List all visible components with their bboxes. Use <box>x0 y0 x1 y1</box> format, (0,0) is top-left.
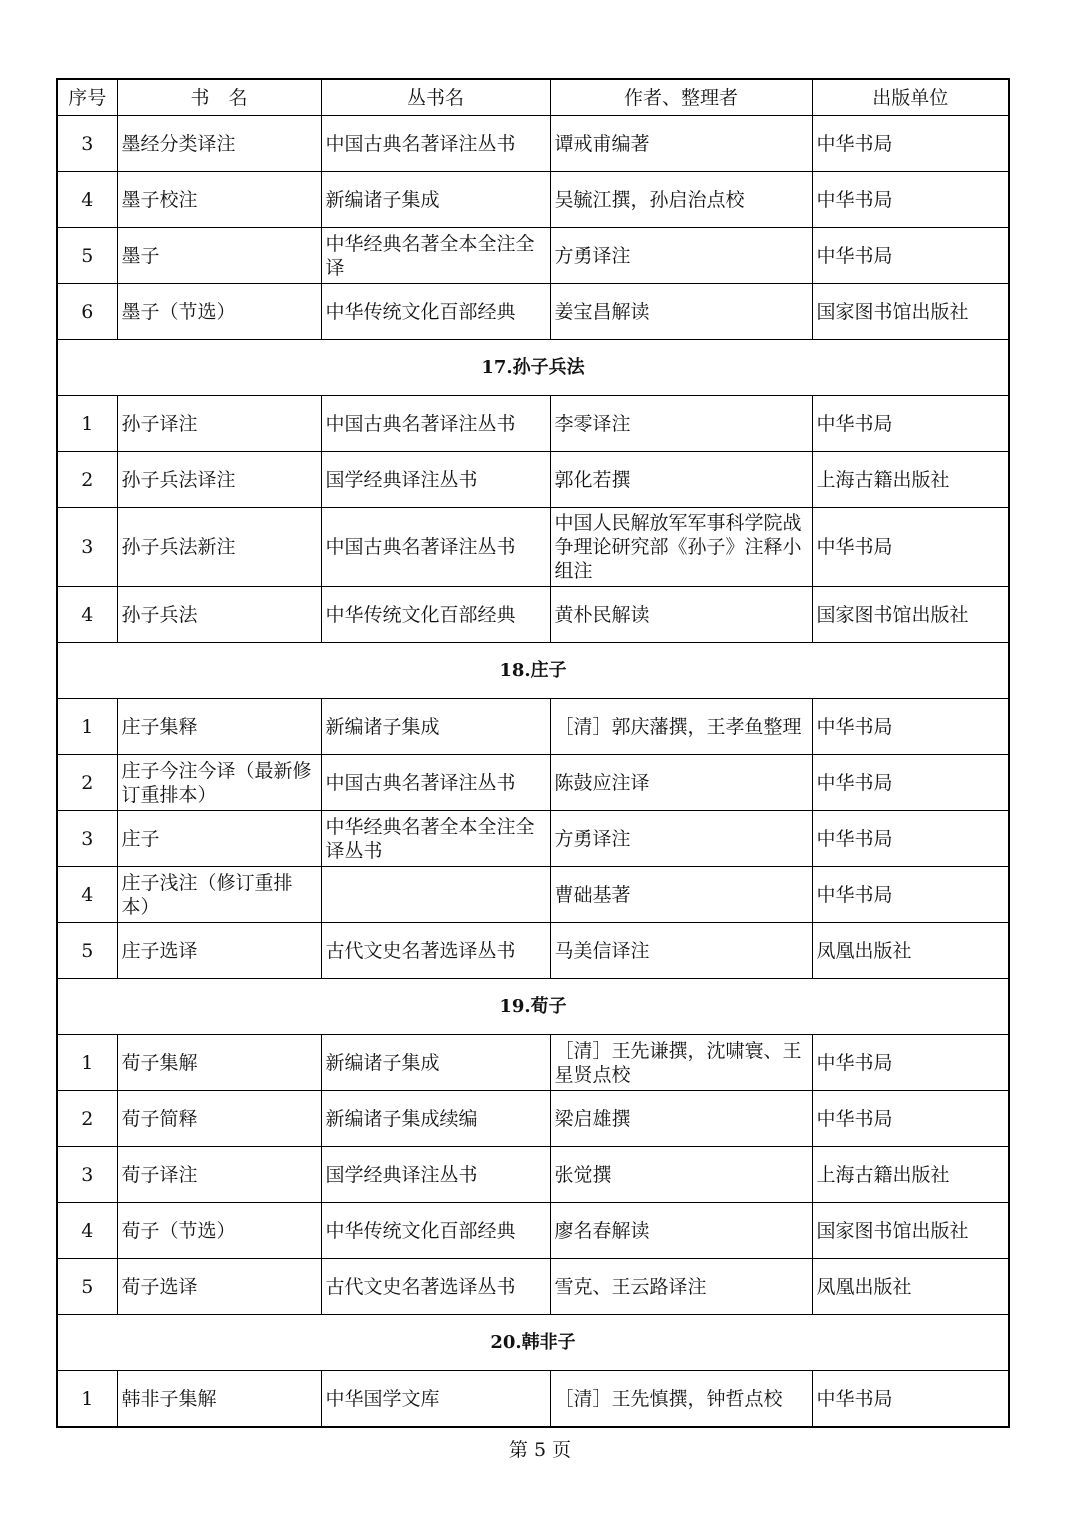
table-row <box>57 1147 1009 1203</box>
book-list-table <box>56 78 1010 1428</box>
cell-author: 雪克、王云路译注 <box>550 1259 812 1315</box>
cell-publisher: 中华书局 <box>812 1035 1009 1091</box>
cell-publisher: 中华书局 <box>812 867 1009 923</box>
cell-author: 李零译注 <box>550 396 812 452</box>
cell-title: 墨子校注 <box>117 172 321 228</box>
cell-number: 1 <box>57 1035 117 1091</box>
cell-publisher: 中华书局 <box>812 228 1009 284</box>
table-row <box>57 755 1009 811</box>
table-row <box>57 396 1009 452</box>
cell-title: 墨子 <box>117 228 321 284</box>
cell-title: 庄子选译 <box>117 923 321 979</box>
cell-number: 5 <box>57 923 117 979</box>
cell-publisher: 凤凰出版社 <box>812 1259 1009 1315</box>
cell-series: 新编诸子集成续编 <box>321 1091 550 1147</box>
cell-publisher: 国家图书馆出版社 <box>812 587 1009 643</box>
cell-series: 中华传统文化百部经典 <box>321 1203 550 1259</box>
cell-author: 张觉撰 <box>550 1147 812 1203</box>
table-row <box>57 1035 1009 1091</box>
cell-publisher: 国家图书馆出版社 <box>812 1203 1009 1259</box>
cell-author: 姜宝昌解读 <box>550 284 812 340</box>
table-row <box>57 284 1009 340</box>
header-series: 丛书名 <box>321 79 550 116</box>
table-row <box>57 923 1009 979</box>
cell-number: 3 <box>57 508 117 587</box>
table-row <box>57 116 1009 172</box>
cell-author: 中国人民解放军军事科学院战争理论研究部《孙子》注释小组注 <box>550 508 812 587</box>
cell-title: 孙子兵法新注 <box>117 508 321 587</box>
header-title: 书 名 <box>117 79 321 116</box>
cell-author: 谭戒甫编著 <box>550 116 812 172</box>
table-row <box>57 811 1009 867</box>
cell-author: 陈鼓应注译 <box>550 755 812 811</box>
cell-title: 庄子集释 <box>117 699 321 755</box>
cell-author: ［清］王先慎撰，钟哲点校 <box>550 1371 812 1428</box>
cell-publisher: 国家图书馆出版社 <box>812 284 1009 340</box>
cell-publisher: 上海古籍出版社 <box>812 1147 1009 1203</box>
table-row <box>57 699 1009 755</box>
cell-number: 2 <box>57 1091 117 1147</box>
cell-publisher: 上海古籍出版社 <box>812 452 1009 508</box>
table-header-row <box>57 79 1009 116</box>
cell-author: 廖名春解读 <box>550 1203 812 1259</box>
cell-title: 庄子今注今译（最新修订重排本） <box>117 755 321 811</box>
table-row <box>57 508 1009 587</box>
table-row <box>57 587 1009 643</box>
cell-series: 新编诸子集成 <box>321 699 550 755</box>
cell-publisher: 中华书局 <box>812 116 1009 172</box>
cell-number: 3 <box>57 811 117 867</box>
cell-publisher: 凤凰出版社 <box>812 923 1009 979</box>
cell-series: 古代文史名著选译丛书 <box>321 1259 550 1315</box>
cell-number: 2 <box>57 452 117 508</box>
table-row <box>57 867 1009 923</box>
cell-publisher: 中华书局 <box>812 755 1009 811</box>
section-title: 19.荀子 <box>57 979 1009 1035</box>
cell-number: 5 <box>57 1259 117 1315</box>
cell-title: 庄子 <box>117 811 321 867</box>
header-number: 序号 <box>57 79 117 116</box>
cell-author: ［清］王先谦撰，沈啸寰、王星贤点校 <box>550 1035 812 1091</box>
cell-series: 古代文史名著选译丛书 <box>321 923 550 979</box>
cell-publisher: 中华书局 <box>812 699 1009 755</box>
cell-number: 3 <box>57 1147 117 1203</box>
cell-author: 郭化若撰 <box>550 452 812 508</box>
cell-number: 1 <box>57 1371 117 1428</box>
table-row <box>57 452 1009 508</box>
cell-title: 荀子选译 <box>117 1259 321 1315</box>
header-publisher: 出版单位 <box>812 79 1009 116</box>
cell-series: 国学经典译注丛书 <box>321 1147 550 1203</box>
cell-number: 4 <box>57 867 117 923</box>
cell-series: 中华传统文化百部经典 <box>321 284 550 340</box>
cell-series: 新编诸子集成 <box>321 1035 550 1091</box>
table-row <box>57 1203 1009 1259</box>
cell-series: 中华经典名著全本全注全译 <box>321 228 550 284</box>
cell-author: 吴毓江撰，孙启治点校 <box>550 172 812 228</box>
cell-title: 墨子（节选） <box>117 284 321 340</box>
cell-title: 庄子浅注（修订重排本） <box>117 867 321 923</box>
cell-number: 4 <box>57 172 117 228</box>
cell-title: 孙子兵法 <box>117 587 321 643</box>
cell-number: 4 <box>57 587 117 643</box>
section-header-row <box>57 340 1009 396</box>
cell-series: 中华国学文库 <box>321 1371 550 1428</box>
cell-title: 荀子简释 <box>117 1091 321 1147</box>
cell-series: 中国古典名著译注丛书 <box>321 755 550 811</box>
cell-title: 孙子兵法译注 <box>117 452 321 508</box>
cell-series <box>321 867 550 923</box>
cell-series: 新编诸子集成 <box>321 172 550 228</box>
page-number: 第 5 页 <box>508 1439 572 1461</box>
section-header-row <box>57 643 1009 699</box>
cell-title: 韩非子集解 <box>117 1371 321 1428</box>
cell-title: 孙子译注 <box>117 396 321 452</box>
section-header-row <box>57 979 1009 1035</box>
table-row <box>57 1371 1009 1428</box>
cell-series: 中华经典名著全本全注全译丛书 <box>321 811 550 867</box>
table-row <box>57 1259 1009 1315</box>
cell-number: 3 <box>57 116 117 172</box>
cell-publisher: 中华书局 <box>812 1091 1009 1147</box>
cell-author: 黄朴民解读 <box>550 587 812 643</box>
cell-publisher: 中华书局 <box>812 396 1009 452</box>
cell-publisher: 中华书局 <box>812 172 1009 228</box>
cell-series: 国学经典译注丛书 <box>321 452 550 508</box>
table-row <box>57 1091 1009 1147</box>
cell-author: 方勇译注 <box>550 228 812 284</box>
cell-number: 4 <box>57 1203 117 1259</box>
section-title: 17.孙子兵法 <box>57 340 1009 396</box>
cell-author: 马美信译注 <box>550 923 812 979</box>
cell-number: 1 <box>57 396 117 452</box>
cell-series: 中华传统文化百部经典 <box>321 587 550 643</box>
cell-publisher: 中华书局 <box>812 1371 1009 1428</box>
section-title: 20.韩非子 <box>57 1315 1009 1371</box>
cell-author: 方勇译注 <box>550 811 812 867</box>
section-header-row <box>57 1315 1009 1371</box>
cell-title: 荀子译注 <box>117 1147 321 1203</box>
cell-series: 中国古典名著译注丛书 <box>321 116 550 172</box>
cell-publisher: 中华书局 <box>812 508 1009 587</box>
cell-title: 荀子集解 <box>117 1035 321 1091</box>
cell-author: 梁启雄撰 <box>550 1091 812 1147</box>
cell-number: 6 <box>57 284 117 340</box>
cell-publisher: 中华书局 <box>812 811 1009 867</box>
cell-author: 曹础基著 <box>550 867 812 923</box>
cell-number: 1 <box>57 699 117 755</box>
cell-title: 荀子（节选） <box>117 1203 321 1259</box>
cell-number: 2 <box>57 755 117 811</box>
cell-author: ［清］郭庆藩撰，王孝鱼整理 <box>550 699 812 755</box>
cell-title: 墨经分类译注 <box>117 116 321 172</box>
section-title: 18.庄子 <box>57 643 1009 699</box>
cell-series: 中国古典名著译注丛书 <box>321 396 550 452</box>
table-row <box>57 172 1009 228</box>
header-author: 作者、整理者 <box>550 79 812 116</box>
cell-series: 中国古典名著译注丛书 <box>321 508 550 587</box>
cell-number: 5 <box>57 228 117 284</box>
table-row <box>57 228 1009 284</box>
